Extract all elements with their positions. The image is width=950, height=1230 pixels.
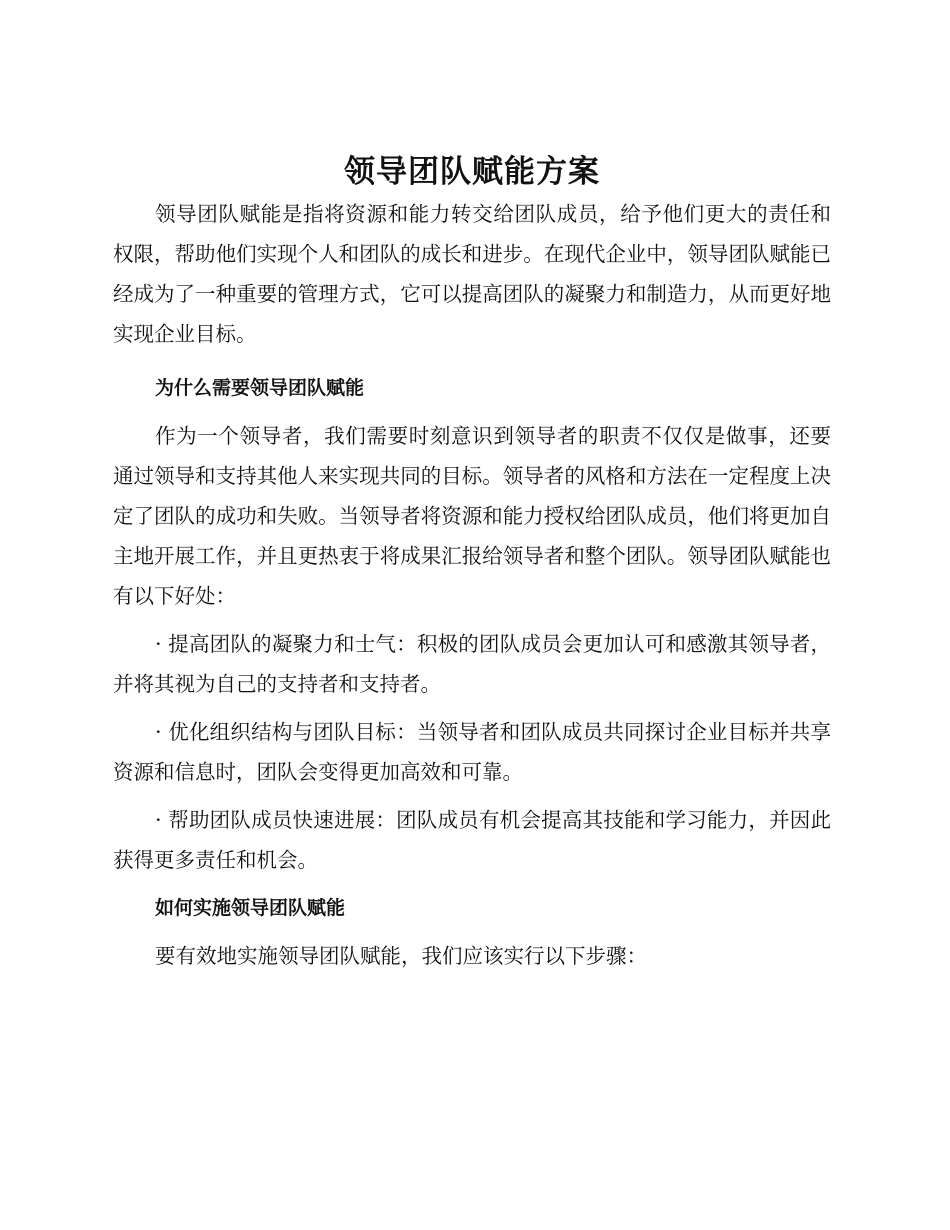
bullet-item: · 提高团队的凝聚力和士气：积极的团队成员会更加认可和感激其领导者，并将其视为自己的支持者和支持者。 [113, 632, 831, 696]
section-paragraph-why: 作为一个领导者，我们需要时刻意识到领导者的职责不仅仅是做事，还要通过领导和支持其他人来实现共同的目标。领导者的风格和方法在一定程度上决定了团队的成功和失败。当领导者将资源和能力授权给团队成员，他们将更加自主地开展工作，并且更热衷于将成果汇报给领导者和整个团队。领导团队赋能也有以下好处： [113, 424, 831, 608]
bullet-item: · 优化组织结构与团队目标：当领导者和团队成员共同探讨企业目标并共享资源和信息时，团队会变得更加高效和可靠。 [113, 720, 831, 784]
section-paragraph-how: 要有效地实施领导团队赋能，我们应该实行以下步骤： [155, 944, 647, 968]
document-title: 领导团队赋能方案 [344, 154, 600, 190]
document-page [113, 150, 831, 976]
section-heading-how: 如何实施领导团队赋能 [155, 897, 346, 919]
bullet-item: · 帮助团队成员快速进展：团队成员有机会提高其技能和学习能力，并因此获得更多责任和机会。 [113, 808, 831, 872]
section-heading-why: 为什么需要领导团队赋能 [155, 377, 365, 399]
intro-paragraph: 领导团队赋能是指将资源和能力转交给团队成员，给予他们更大的责任和权限，帮助他们实现个人和团队的成长和进步。在现代企业中，领导团队赋能已经成为了一种重要的管理方式，它可以提高团队的凝聚力和制造力，从而更好地实现企业目标。 [113, 202, 831, 346]
